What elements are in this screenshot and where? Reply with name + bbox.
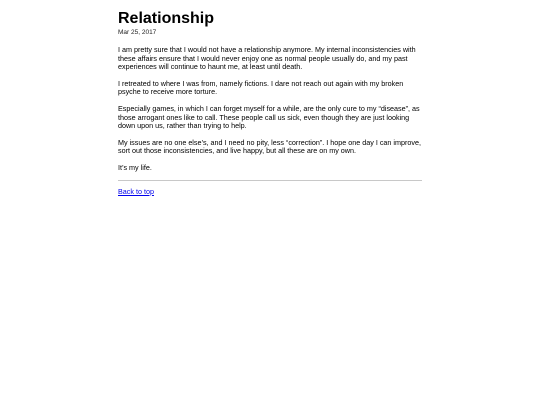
- paragraph: My issues are no one else’s, and I need no pity, less “correction”. I hope one day I can improve, sort out those inconsistencies, and live happy, but all these are on my own.: [118, 137, 421, 156]
- paragraph: Especially games, in which I can forget myself for a while, are the only cure to my “disease”, as those arrogant ones like to call. These people call us sick, even though they are just looking down upon us, rather than trying to help.: [118, 103, 420, 131]
- divider: [118, 180, 422, 181]
- back-to-top-link[interactable]: Back to top: [118, 186, 154, 196]
- post-date: Mar 25, 2017: [118, 29, 157, 36]
- paragraph: It’s my life.: [118, 162, 152, 172]
- page-title: Relationship: [118, 10, 215, 27]
- paragraph: I retreated to where I was from, namely fictions. I dare not reach out again with my broken psyche to receive more torture.: [118, 78, 404, 97]
- paragraph: I am pretty sure that I would not have a relationship anymore. My internal inconsistencies with these affairs ensure that I would never enjoy one as normal people usually do, and my past experiences will continue to haunt me, at least until death.: [118, 45, 416, 72]
- article: [118, 9, 422, 199]
